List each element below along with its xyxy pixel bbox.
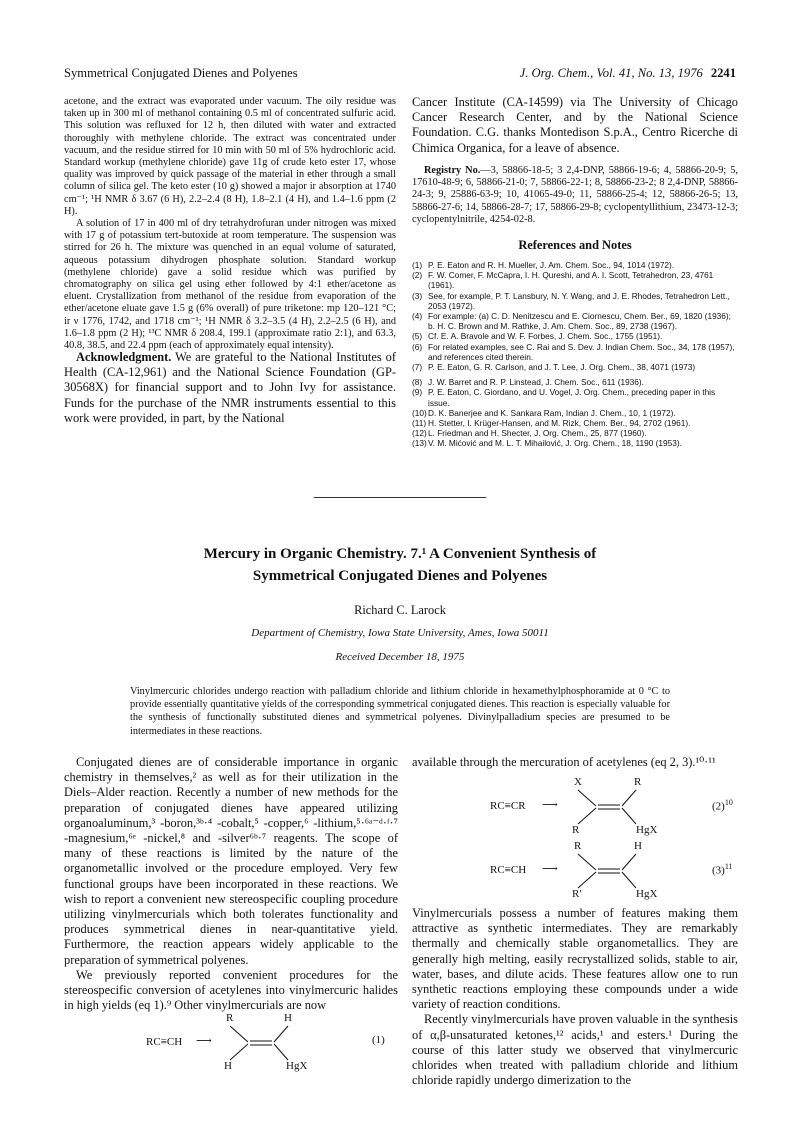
registry-label: Registry No.	[424, 165, 481, 176]
eq3-number	[712, 862, 733, 877]
reference-number: (11)	[412, 418, 427, 429]
reference-text: F. W. Comer, F. McCapra, I. H. Qureshi, and A. I. Scott, Tetrahedron, 23, 4761 (1961).	[428, 270, 714, 291]
author: Richard C. Larock	[354, 603, 446, 617]
reference-text: P. E. Eaton and R. H. Mueller, J. Am. Chem. Soc., 94, 1014 (1972).	[428, 260, 675, 270]
affiliation: Department of Chemistry, Iowa State University, Ames, Iowa 50011	[251, 627, 549, 639]
reference-number: (13)	[412, 438, 427, 449]
eq2-number-text: (2)	[712, 800, 725, 813]
reference-text: J. W. Barret and R. P. Linstead, J. Chem. Soc., 611 (1936).	[428, 377, 644, 388]
eq2-bottom-left: R	[572, 824, 580, 836]
eq3-top-right: H	[634, 840, 642, 852]
eq2-citation: 10	[724, 798, 733, 807]
eq2-bottom-right: HgX	[636, 824, 658, 836]
abstract: Vinylmercuric chlorides undergo reaction with palladium chloride and lithium chloride in hexamethylphosphoramide at 0 °C to provide essentially quantitative yields of the corresponding symmetrical conjugated dienes. This reaction is especially valuable for the synthesis of functionally substituted dienes and symmetrical polyenes. Divinylpalladium species are presumed to be intermediates in these reactions.	[130, 686, 670, 737]
reference-number: (2)	[412, 270, 423, 281]
eq3-bottom-right: HgX	[636, 888, 658, 900]
eq1-bottom-left: H	[224, 1060, 232, 1072]
eq3-reactant: RC≡CH	[490, 864, 527, 876]
reference-number: (3)	[412, 290, 423, 301]
journal-citation: J. Org. Chem., Vol. 41, No. 13, 1976	[519, 66, 703, 80]
reference-text: P. E. Eaton, C. Giordano, and U. Vogel, J. Org. Chem., preceding paper in this issue.	[428, 387, 716, 408]
references-heading: References and Notes	[518, 238, 632, 252]
experimental-section	[64, 96, 396, 352]
reference-text: V. M. Mićović and M. L. T. Mihailović, J. Org. Chem., 18, 1190 (1953).	[428, 438, 682, 449]
title-line-1: Mercury in Organic Chemistry. 7.¹ A Convenient Synthesis of	[203, 546, 597, 562]
acknowledgment-continued-text: Cancer Institute (CA-14599) via The University of Chicago Cancer Research Center, and by the National Science Foundation. C.G. thanks Montedison S.p.A., Centro Ricerche di Chimica Organica, for a leave of absence.	[412, 95, 738, 155]
acknowledgment	[64, 350, 396, 426]
reference-number: (7)	[412, 362, 423, 373]
eq3-alkene-bonds	[576, 852, 640, 890]
reference-number: (5)	[412, 331, 423, 342]
title-line-2: Symmetrical Conjugated Dienes and Polyenes	[252, 568, 548, 584]
registry-numbers	[412, 165, 738, 226]
reference-number: (10)	[412, 407, 427, 418]
eq2-number	[712, 798, 733, 813]
reference-number: (9)	[412, 387, 423, 398]
reference-number: (4)	[412, 311, 423, 322]
equation-2	[490, 776, 740, 836]
reference-text: L. Friedman and H. Shecter, J. Org. Chem., 25, 877 (1960).	[428, 428, 647, 439]
reference-item	[412, 418, 738, 428]
eq3-arrow: ⟶	[542, 863, 558, 875]
reference-text: For related examples, see C. Rai and S. Dev. J. Indian Chem. Soc., 34, 178 (1957), and references cited therein.	[428, 341, 735, 362]
reference-item	[412, 331, 738, 341]
reference-text: For example: (a) C. D. Nenitzescu and E. Ciornescu, Chem. Ber., 69, 1820 (1936); b. H. C. Brown and M. Rathke, J. Am. Chem. Soc., 89, 2738 (1967).	[428, 311, 731, 332]
eq3-top-left: R	[574, 840, 582, 852]
intro-right-paragraph-2: Recently vinylmercurials have proven valuable in the synthesis of α,β-unsaturated ketones,¹² acids,¹ and esters.¹ During the course of this latter study we observed that vinylmercuric chlorides when treated with palladium chloride and lithium chloride rapidly undergo dimerization to the	[412, 1012, 738, 1088]
eq3-bottom-left: R′	[572, 888, 582, 900]
experimental-paragraph-2: A solution of 17 in 400 ml of dry tetrahydrofuran under nitrogen was mixed with 17 g of potassium tert-butoxide at room temperature. The suspension was stirred for 26 h. The mixture was quenched in an equal volume of saturated, aqueous potassium dihydrogen phosphate solution. Standard workup (methylene chloride) gave a solid residue which was purified by chromatography on silica gel using ether followed by 4:1 ether/acetone as eluent. Crystallization from methanol of the residue from evaporation of the ether/acetone eluate gave 1.5 g (6% overall) of pure triketone: mp 120–121 °C; ir ν 1776, 1742, and 1718 cm⁻¹; ¹H NMR δ 3.2–3.5 (4 H), 2.2–2.5 (6 H), and 1.6–1.8 ppm (2 H); ¹³C NMR δ 208.4, 199.1 (approximate ratio 2:1), and 63.3, 40.8, 38.5, and 22.4 ppm (each of approximately equal intensity).	[64, 218, 396, 352]
reference-item	[412, 387, 738, 407]
intro-paragraph-1: Conjugated dienes are of considerable importance in organic chemistry in themselves,² as well as for their utilization in the Diels–Alder reaction. Recently a number of new methods for the preparation of conjugated dienes have appeared utilizing organoaluminum,³ -boron,³ᵇ·⁴ -cobalt,⁵ -copper,⁶ -lithium,⁵·⁶ᵃ⁻ᵈ·ᶠ·⁷ -magnesium,⁶ᵉ -nickel,⁸ and -silver⁶ᵇ·⁷ reagents. The scope of many of these reactions is limited by the nature of the organometallic involved or the procedure employed. Very few functional groups have been incorporated in these reactions. We wish to report a convenient new stereospecific coupling procedure utilizing vinylmercurials which both tolerates functionality and produces symmetrical dienes in near-quantitative yield. Furthermore, the reaction appears widely applicable to the preparation of symmetrical polyenes.	[64, 755, 398, 967]
reference-text: See, for example, P. T. Lansbury, N. Y. Wang, and J. E. Rhodes, Tetrahedron Lett., 2053 (1972).	[428, 290, 730, 311]
eq2-top-left: X	[574, 776, 582, 788]
references-list	[412, 260, 738, 449]
reference-text: Cf. E. A. Bravole and W. F. Forbes, J. Chem. Soc., 1755 (1951).	[428, 331, 663, 342]
reference-item	[412, 260, 738, 270]
reference-text: H. Stetter, I. Krüger-Hansen, and M. Rizk, Chem. Ber., 94, 2702 (1961).	[428, 418, 691, 429]
intro-right-top: available through the mercuration of acetylenes (eq 2, 3).¹⁰·¹¹	[412, 755, 716, 769]
acknowledgment-label: Acknowledgment.	[76, 350, 172, 364]
eq1-top-left: R	[226, 1012, 234, 1024]
reference-item	[412, 311, 738, 331]
reference-item	[412, 270, 738, 290]
article-divider	[314, 497, 486, 498]
running-header	[64, 66, 736, 84]
registry-text: —3, 58866-18-5; 3 2,4-DNP, 58866-19-6; 4, 58866-20-9; 5, 17610-48-9; 6, 58866-21-0; 7, 58866-22-1; 8, 58866-23-2; 8 2,4-DNP, 58866-24-3; 9, 25886-63-9; 10, 41065-49-0; 11, 58866-25-4; 12, 58866-26-5; 13, 58866-27-6; 14, 58866-28-7; 17, 58866-29-8; cyclopentyllithium, 23473-12-3; cyclopentylnitrile, 4254-02-8.	[412, 165, 739, 225]
page-number: 2241	[710, 66, 736, 80]
reference-number: (8)	[412, 377, 423, 388]
experimental-paragraph-1: acetone, and the extract was evaporated under vacuum. The oily residue was taken up in 300 ml of methanol containing 0.5 ml of concentrated sulfuric acid. This solution was refluxed for 12 h, then diluted with water and extracted thoroughly with methylene chloride. The extract was concentrated under vacuum, and the residue stirred for 10 min with 50 ml of 5% hydrochloric acid. Standard workup (methylene chloride) gave 11g of crude keto ester 17, whose quality was improved by quick passage of the material in ether through a small column of silica gel. The keto ester (10 g) showed a major ir absorption at 1740 cm⁻¹; ¹H NMR δ 3.67 (6 H), 2.2–2.4 (8 H), 1.8–2.1 (4 H), and 1.4–1.6 ppm (2 H).	[64, 96, 396, 217]
eq1-top-right: H	[284, 1012, 292, 1024]
reference-number: (6)	[412, 341, 423, 352]
eq1-bottom-right: HgX	[286, 1060, 308, 1072]
equation-3	[490, 840, 740, 902]
equation-1	[140, 1010, 396, 1072]
acknowledgment-continued	[412, 95, 738, 156]
reference-text: P. E. Eaton, G. R. Carlson, and J. T. Lee, J. Org. Chem., 38, 4071 (1973)	[428, 362, 696, 373]
introduction-left	[64, 755, 398, 1013]
reference-text: D. K. Banerjee and K. Sankara Ram, Indian J. Chem., 10, 1 (1972).	[428, 407, 676, 418]
reference-number: (12)	[412, 428, 427, 439]
header-left: Symmetrical Conjugated Dienes and Polyenes	[64, 66, 298, 80]
eq3-number-text: (3)	[712, 864, 725, 877]
reference-number: (1)	[412, 260, 423, 270]
eq1-arrow: ⟶	[196, 1035, 212, 1047]
reference-item	[412, 362, 738, 372]
article-title	[64, 543, 736, 587]
eq2-reactant: RC≡CR	[490, 800, 526, 812]
eq2-top-right: R	[634, 776, 642, 788]
eq3-citation: 11	[724, 862, 733, 871]
reference-item	[412, 438, 738, 448]
eq2-arrow: ⟶	[542, 799, 558, 811]
introduction-right	[412, 906, 738, 1088]
eq1-number: (1)	[372, 1034, 385, 1046]
reference-item	[412, 342, 738, 362]
header-journal	[520, 66, 736, 81]
reference-item	[412, 377, 738, 387]
eq1-reactant: RC≡CH	[146, 1036, 183, 1048]
eq2-alkene-bonds	[576, 788, 640, 826]
acknowledgment-text: We are grateful to the National Institutes of Health (CA-12,961) and the National Science Foundation (GP-30568X) for financial support and to John Ivy for assistance. Funds for the purchase of the NMR instruments essential to this work were provided, in part, by the National	[64, 350, 396, 425]
intro-paragraph-2: We previously reported convenient procedures for the stereospecific conversion of acetylenes into vinylmercuric halides in high yields (eq 1).⁹ Other vinylmercurials are now	[64, 967, 398, 1013]
reference-item	[412, 408, 738, 418]
reference-item	[412, 291, 738, 311]
reference-item	[412, 428, 738, 438]
intro-right-paragraph-1: Vinylmercurials possess a number of features making them attractive as synthetic intermediates. They are remarkably thermally and chemically stable organometallics. They are generally high melting, easily recrystallized solids, stable to air, water, bases, and dilute acids. These features allow one to run synthetic reactions employing these compounds under a wide variety of reaction conditions.	[412, 906, 738, 1012]
eq1-alkene-bonds	[228, 1024, 292, 1062]
received-date: Received December 18, 1975	[335, 651, 465, 663]
